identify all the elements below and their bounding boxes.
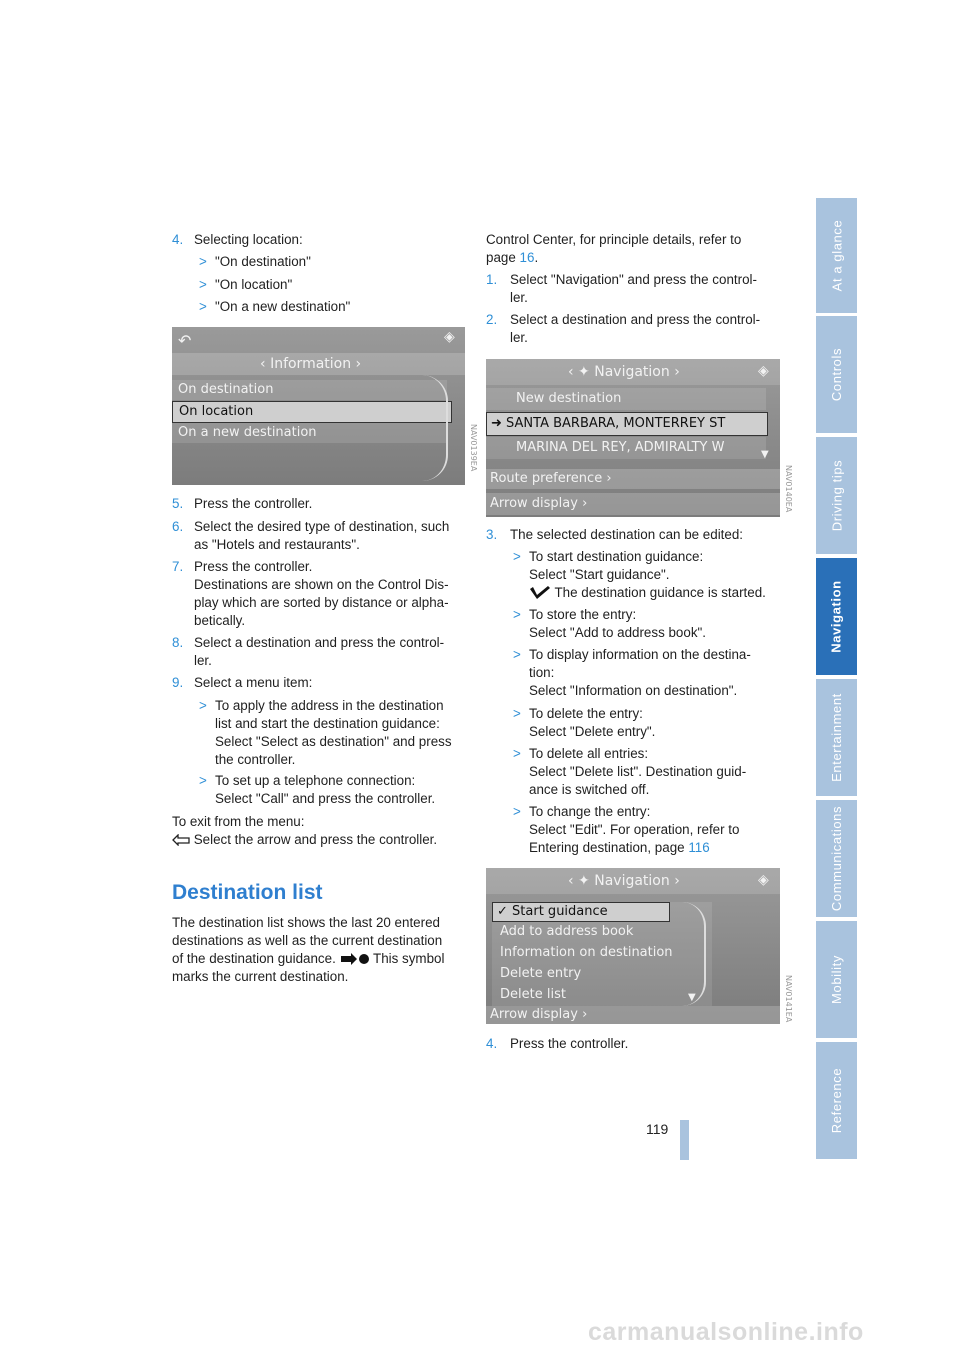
- line: of the destination guidance.: [172, 951, 336, 966]
- scroll-arc: [682, 902, 706, 1006]
- menu-row[interactable]: [172, 423, 447, 443]
- tab-driving-tips[interactable]: [816, 437, 857, 554]
- item-text: "On a new destination": [215, 299, 351, 314]
- line: betically.: [194, 613, 246, 628]
- menu-title-bar: [486, 868, 780, 894]
- line: To change the entry:: [529, 804, 651, 819]
- line: Select "Call" and press the controller.: [215, 791, 436, 806]
- step-number: 5.: [172, 496, 184, 511]
- line: Select "Select as destination" and press: [215, 734, 452, 749]
- scroll-down-icon: ▼: [761, 449, 769, 460]
- item-text: "On location": [215, 277, 293, 292]
- row-label[interactable]: Delete entry: [500, 966, 582, 981]
- list-item: > "On destination": [199, 254, 311, 269]
- step-number: 2.: [486, 312, 498, 327]
- step-number: 1.: [486, 272, 498, 287]
- exit-instruction: To exit from the menu:: [172, 814, 305, 829]
- line: as "Hotels and restaurants".: [194, 537, 360, 552]
- back-arrow-icon: [172, 834, 190, 846]
- step-5: [172, 495, 313, 513]
- line: Select "Information on destination".: [529, 683, 738, 698]
- row-label-wrap: [491, 416, 725, 431]
- menu-row-selected[interactable]: [486, 412, 768, 436]
- row-label: On destination: [178, 382, 274, 397]
- list-item: > To set up a telephone connection: Select "Call" and press the controller.: [199, 773, 436, 806]
- settings-icon: ◈: [758, 363, 769, 379]
- step-9: [172, 674, 313, 692]
- page-link[interactable]: 116: [688, 840, 710, 855]
- row-label: On location: [179, 404, 254, 419]
- tab-navigation[interactable]: [816, 558, 857, 675]
- information-screen: [172, 327, 465, 485]
- step-8: [172, 634, 472, 668]
- line: Control Center, for principle details, refer to: [486, 232, 742, 247]
- step-number: 6.: [172, 519, 184, 534]
- step-number: 9.: [172, 675, 184, 690]
- row-label[interactable]: Add to address book: [500, 924, 634, 939]
- watermark: carmanualsonline.info: [588, 1318, 864, 1346]
- tab-label: Navigation: [829, 580, 844, 653]
- tab-label: Controls: [829, 347, 844, 402]
- line: Select "Add to address book".: [529, 625, 706, 640]
- list-item: > To change the entry: Select "Edit". For operation, refer to Entering destination, page 116: [513, 804, 740, 855]
- navigation-destinations-screen: [486, 359, 780, 517]
- line: the controller.: [215, 752, 296, 767]
- line: Select "Edit". For operation, refer to: [529, 822, 740, 837]
- row-label-wrap: Arrow display ›: [490, 1007, 588, 1022]
- tab-controls[interactable]: [816, 316, 857, 433]
- step-text: Press the controller.: [194, 496, 313, 511]
- menu-row-selected[interactable]: [492, 902, 670, 922]
- step-4-right: [486, 1035, 629, 1053]
- step-7: [172, 558, 472, 628]
- intro: Control Center, for principle details, refer to page 16.: [486, 232, 742, 265]
- step-6: [172, 518, 472, 552]
- page-link[interactable]: 16: [519, 250, 535, 265]
- line: The destination guidance is started.: [554, 585, 766, 600]
- line: To start destination guidance:: [529, 549, 704, 564]
- row-label: Arrow display: [490, 1007, 578, 1022]
- settings-icon: ◈: [758, 872, 769, 888]
- checkmark-flag-icon: [529, 586, 551, 600]
- menu-row-selected[interactable]: [172, 401, 452, 423]
- tab-label: Communications: [829, 805, 844, 912]
- row-label: Start guidance: [512, 904, 608, 919]
- settings-icon: ◈: [444, 329, 455, 345]
- row-label: MARINA DEL REY, ADMIRALTY W: [516, 440, 725, 455]
- list-item: > "On location": [199, 277, 293, 292]
- row-label[interactable]: Delete list: [500, 987, 566, 1002]
- step-text: Press the controller.: [510, 1036, 629, 1051]
- line: play which are sorted by distance or alpha-: [194, 595, 449, 610]
- step-number: 8.: [172, 635, 184, 650]
- navigation-edit-screen: [486, 868, 780, 1024]
- page-number: 119: [646, 1121, 669, 1137]
- step-number: 4.: [486, 1036, 498, 1051]
- line: Select "Delete list". Destination guid-: [529, 764, 747, 779]
- step-2: [486, 311, 786, 345]
- row-label-wrap: [497, 904, 608, 919]
- image-code: NAV0139EA: [469, 424, 478, 472]
- line: Select a destination and press the control-: [194, 635, 445, 650]
- tab-label: Reference: [829, 1067, 845, 1134]
- image-code: NAV0141EA: [784, 975, 793, 1023]
- row-label: Route preference: [490, 471, 603, 486]
- line: Destinations are shown on the Control Dis-: [194, 577, 449, 592]
- line: This symbol: [373, 951, 445, 966]
- line: list and start the destination guidance:: [215, 716, 440, 731]
- line: ler.: [510, 290, 528, 305]
- line: page: [486, 250, 516, 265]
- step-text: The selected destination can be edited:: [510, 527, 744, 542]
- line: ler.: [194, 653, 212, 668]
- line: Select the desired type of destination, such: [194, 519, 450, 534]
- row-label: New destination: [516, 391, 622, 406]
- destination-marker-icon: ➜: [491, 416, 502, 431]
- row-label: Arrow display: [490, 496, 578, 511]
- row-label: On a new destination: [178, 425, 317, 440]
- row-label[interactable]: Information on destination: [500, 945, 673, 960]
- exit-text: Select the arrow and press the controller.: [193, 832, 438, 847]
- destination-marker-icon: [340, 953, 370, 965]
- step-3: [486, 526, 744, 544]
- step-4: [172, 231, 303, 249]
- line: Entering destination, page: [529, 840, 685, 855]
- section-heading: Destination list: [172, 881, 323, 904]
- list-item: > To display information on the destina- tion: Select "Information on destination".: [513, 647, 751, 698]
- screen-title: Navigation: [594, 873, 670, 889]
- tab-label: Entertainment: [829, 693, 845, 782]
- tab-mobility[interactable]: [816, 921, 857, 1038]
- list-item: > To store the entry: Select "Add to address book".: [513, 607, 706, 640]
- line: To apply the address in the destination: [215, 698, 444, 713]
- title: ‹ Information ›: [260, 356, 362, 372]
- line: To delete all entries:: [529, 746, 649, 761]
- tab-at-a-glance[interactable]: [816, 198, 857, 313]
- menu-row[interactable]: [486, 469, 780, 489]
- row-label-wrap: Route preference ›: [490, 471, 612, 486]
- line: marks the current destination.: [172, 969, 349, 984]
- step-number: 4.: [172, 232, 184, 247]
- screen-title: Navigation: [594, 364, 670, 380]
- line: Select "Start guidance".: [529, 567, 670, 582]
- paragraph: [172, 914, 444, 986]
- tab-label: Driving tips: [829, 459, 844, 532]
- line: tion:: [529, 665, 555, 680]
- title: ‹ ✦ Navigation ›: [568, 873, 680, 889]
- title: ‹ ✦ Navigation ›: [568, 364, 680, 380]
- scroll-arc: [422, 375, 448, 481]
- list-item: > "On a new destination": [199, 299, 351, 314]
- item-text: "On destination": [215, 254, 311, 269]
- line: destinations as well as the current destination: [172, 933, 443, 948]
- exit-instruction-2: [172, 831, 437, 849]
- checkmark-flag-icon: ✓: [497, 904, 508, 919]
- line: ance is switched off.: [529, 782, 650, 797]
- menu-row[interactable]: [486, 1006, 780, 1024]
- line: To set up a telephone connection:: [215, 773, 416, 788]
- tab-reference[interactable]: [816, 1042, 857, 1159]
- list-item: > To delete the entry: Select "Delete entry".: [513, 706, 656, 739]
- step-number: 7.: [172, 559, 184, 574]
- row-label-wrap: Arrow display ›: [490, 496, 588, 511]
- line: Select a destination and press the control-: [510, 312, 761, 327]
- screen-title: Information: [270, 356, 352, 372]
- tab-entertainment[interactable]: [816, 679, 857, 796]
- line: ler.: [510, 330, 528, 345]
- image-code: NAV0140EA: [784, 465, 793, 513]
- line: To display information on the destina-: [529, 647, 751, 662]
- tab-communications[interactable]: [816, 800, 857, 917]
- step-text: Selecting location:: [194, 232, 303, 247]
- menu-row[interactable]: [486, 388, 766, 410]
- page-marker: [680, 1120, 689, 1160]
- menu-title-bar: [172, 353, 465, 375]
- line: Press the controller.: [194, 559, 313, 574]
- line: To store the entry:: [529, 607, 637, 622]
- line: Select "Navigation" and press the control-: [510, 272, 757, 287]
- step-1: [486, 271, 786, 305]
- menu-row[interactable]: [486, 437, 766, 459]
- tab-label: Mobility: [829, 955, 844, 1004]
- step-number: 3.: [486, 527, 498, 542]
- scroll-down-icon: ▼: [688, 992, 696, 1003]
- back-arrow-icon: ↶: [178, 331, 192, 350]
- list-item: > To delete all entries: Select "Delete list". Destination guid- ance is switched off.: [513, 746, 747, 797]
- line: To delete the entry:: [529, 706, 643, 721]
- step-text: Select a menu item:: [194, 675, 313, 690]
- line: Select "Delete entry".: [529, 724, 656, 739]
- menu-list: [492, 902, 712, 1006]
- menu-row[interactable]: [486, 493, 780, 515]
- menu-title-bar: [486, 359, 780, 385]
- tab-label: At a glance: [829, 219, 844, 292]
- row-label: SANTA BARBARA, MONTERREY ST: [506, 416, 726, 431]
- list-item: > To apply the address in the destination list and start the destination guidance: Select "Select as destination" and press the controller.: [199, 698, 452, 767]
- list-item: > To start destination guidance: Select "Start guidance". The destination guidance is started.: [513, 549, 766, 600]
- footer-text: Online Edition for Part-No. 01 41 0 158 445 - © 09/04 BMW AG: [302, 1137, 652, 1151]
- line: The destination list shows the last 20 entered: [172, 915, 440, 930]
- menu-row[interactable]: [172, 380, 447, 400]
